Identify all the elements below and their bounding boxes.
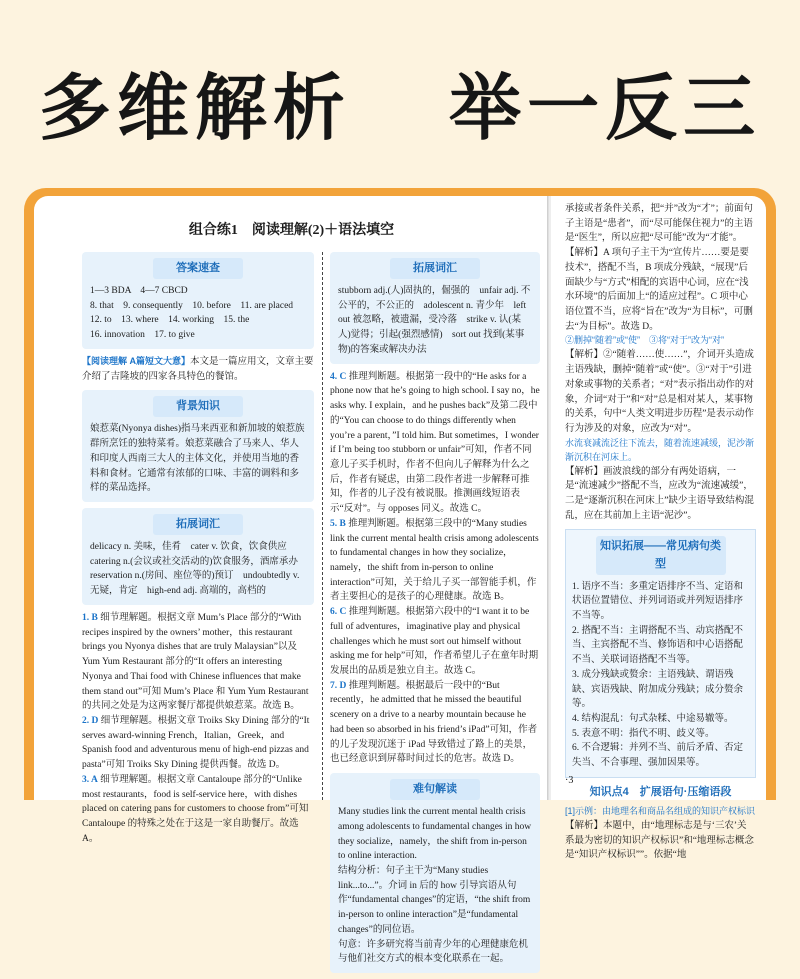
left-page [34, 196, 549, 965]
item-5: 5. B 推理判断题。根据第三段中的“Many studies link the current mental health crisis among adolescents to fundamental changes in how they socialize，namely，the shift from in-person to online interaction”可知，关于给儿子买一部智能手机，作者主要担心的是孩子的心理健康。故选 B。 [330, 518, 539, 603]
vocab-title-right: 拓展词汇 [390, 258, 480, 279]
background-text: 娘惹菜(Nyonya dishes)指马来西亚和新加坡的娘惹族群所烹饪的独特菜肴。娘惹菜融合了马来人、华人和印度人西南三大人的主体文化，并使用当地的香料和食材。它通常有浓郁的口味、丰富的调料和多样的菜品选择。 [90, 424, 305, 494]
hard-sentence-text: Many studies link the current mental health crisis among adolescents to fundamental changes in how they socialize，namely，the shift from in-person to online interaction. [338, 807, 532, 862]
vocab-title-left: 拓展词汇 [153, 514, 243, 535]
knowledge-line: 3. 成分残缺或赘余：主语残缺、谓语残缺、宾语残缺、附加成分残缺；成分赘余等。 [572, 669, 744, 710]
example-text: 【解析】本题中，由“地理标志是与‘三农’关系最为密切的知识产权标识”和“地理标志概念是“知识产权标识””。依据“地 [565, 820, 754, 861]
knowledge-line: 2. 搭配不当：主谓搭配不当、动宾搭配不当、主宾搭配不当、修饰语和中心语搭配不当、关联词语搭配不当等。 [572, 625, 744, 666]
right-item-e: 【解析】画波浪线的部分有两处语病，一是“流速减少”搭配不当，应改为“流速减缓”，二是“逐渐沉积在河床上”缺少主语导致结构混乱，应在其前加上主语“泥沙”。 [565, 466, 754, 521]
column-divider [322, 252, 323, 800]
vocab-text-left: delicacy n. 美味，佳肴 cater v. 饮食，饮食供应 catering n.(会议或社交活动的)饮食服务，酒席承办 reservation n.(房间、座位等的)预订 undoubtedly v. 无疑，肯定 high-end adj. 高端的，高档的 [90, 542, 308, 597]
knowledge-box [565, 529, 756, 777]
headline-left: 多维解析 [38, 66, 351, 150]
item-2: 2. D 细节理解题。根据文章 Troiks Sky Dining 部分的“It serves award-winning French，Italian，Greek，and Spanish food and adventurous menu of high-end pizzas and pasta”可知 Troiks Sky Dining 提供西餐。故选 D。 [82, 715, 310, 771]
item-1: 1. B 细节理解题。根据文章 Mum’s Place 部分的“With recipes inspired by the owners’ mother，this restaurant brings you Nyonya dishes that are truly Malaysian”以及 Yum Yum Restaurant 部分的“It offers an interesting Nyonya and Thai food with Chinese influences that make them stand out”可知 Mum’s Place 和 Yum Yum Restaurant 的共同之处是为这两家餐厅都提供娘惹菜。故选 B。 [82, 612, 309, 712]
answer-line: 16. innovation 17. to give [90, 330, 195, 341]
headline [0, 50, 800, 154]
vocab-text-right: stubborn adj.(人)固执的，倔强的 unfair adj. 不公平的，不公正的 adolescent n. 青少年 left out 被忽略，被遗漏，受冷落 strike v. 认(某人)觉得；引起(强烈感情) sort out 找到(某事物)的答案或解决办法 [338, 286, 531, 355]
page-number: ·3 [565, 774, 574, 786]
hard-sentence-analysis: 结构分析：句子主干为“Many studies link...to...”。介词 in 后的 how 引导宾语从句作“fundamental changes”的定语，“the shift from in-person to online interaction”是“fundamental changes”的同位语。 [338, 865, 531, 935]
right-page-content [551, 196, 766, 863]
item-6: 6. C 推理判断题。根据第六段中的“I want it to be full of adventures，imaginative play and physical challenges which he must sort out himself without asking me for help”可知，作者希望儿子在童年时期发展出的品质是独立自主。故选 C。 [330, 607, 539, 677]
right-note-2: 水流衰减流泛往下流去，随着流速减缓，泥沙渐渐沉积在河床上。 [565, 437, 755, 462]
background-title: 背景知识 [153, 396, 243, 417]
right-item-d: 【解析】②“随着……使……”，介词开头造成主语残缺，删掉“随着”或“使”。③“对于”引进对象或事物的关系者；“对”表示指出动作的对象，介词“对于”和“对”总是相对某人，某事物的关系，句中“人类文明进步历程”是表示动作行为涉及的对象，应改为“对”。 [565, 350, 754, 434]
vocab-box-left [82, 508, 314, 605]
example-tag: [1]示例：由地理名和商品名组成的知识产权标识 [565, 805, 756, 816]
answer-line: 1—3 BDA 4—7 CBCD [90, 286, 188, 297]
answers-box [82, 252, 314, 349]
right-note-1: ②删掉“随着”或“使” ③将“对于”改为“对” [565, 335, 724, 346]
hard-sentence-title: 难句解读 [390, 779, 480, 800]
knowledge-line: 1. 语序不当：多重定语排序不当、定语和状语位置错位、并列词语或并列短语排序不当等。 [572, 581, 744, 621]
item-7: 7. D 推理判断题。根据最后一段中的“But recently，he admitted that he missed the beautiful scenery on a drive to a nearby mountain because he had been so absorbed in his friend’s iPad”可知，作者的儿子发现沉迷于 iPad 导致错过了路上的美景，也已经意识到屏幕时间过长的危害。故选 D。 [330, 680, 538, 765]
knowledge-line: 5. 表意不明：指代不明、歧义等。 [572, 728, 715, 739]
hard-sentence-box [330, 773, 540, 973]
right-item-c: 【解析】A 项句子主干为“宣传片……要是要技术”，搭配不当，B 项成分残缺，“展现”后面缺少与“方式”相配的宾语中心词，应在“浅水环境”的后面加上“的适应过程”。C 项中心语位置不当，应将“旨在”改为“为目标”，可删去“为目标”。故选 D。 [565, 248, 753, 332]
right-page [551, 196, 766, 861]
right-top-text: 承接或者条件关系，把“并”改为“才”；前面句子主语是“患者”，而“尽可能保住视力”的主语是“医生”，所以应把“尽可能”改为“才能”。 [565, 204, 753, 244]
passage-summary [82, 355, 314, 384]
knowledge-line: 4. 结构混乱：句式杂糅、中途易辙等。 [572, 714, 734, 725]
item-3: 3. A 细节理解题。根据文章 Cantaloupe 部分的“Unlike most restaurants，food is self-service here，with dishes placed on catering pans for customers to choose from”可知 Cantaloupe 的特殊之处在于这是一家自助餐厅。故选 A。 [82, 774, 309, 844]
answers-title: 答案速查 [153, 258, 243, 279]
vocab-box-right [330, 252, 540, 364]
right-column [330, 252, 540, 979]
passage-summary-text: 本文是一篇应用文，文章主要介绍了吉隆坡的四家各具特色的餐馆。 [82, 356, 314, 382]
knowledge-title: 知识拓展——常见病句类型 [596, 536, 726, 574]
knowledge-point-title: 知识点4 扩展语句·压缩语段 [589, 785, 732, 798]
lesson-title: 组合练1 阅读理解(2)＋语法填空 [188, 223, 395, 238]
left-column [82, 252, 314, 846]
hard-sentence-translation: 句意：许多研究将当前青少年的心理健康危机与他们社交方式的根本变化联系在一起。 [338, 939, 529, 965]
passage-tag: 【阅读理解 A篇短文大意】 [82, 355, 191, 366]
background-box [82, 390, 314, 502]
headline-right: 举一反三 [449, 66, 762, 150]
item-4: 4. C 推理判断题。根据第一段中的“He asks for a phone now that he’s going to high school. I say no，he asks why. I explain，and he pushes back”及第二段中的“You can choose to do things differently when you’re a parent，”I told him. But sometimes，I wonder if I’m being too stubborn or unfair”可知，作者不同意儿子买手机时，作者不但向儿子解释为什么之后，作者有疑虑，由第二段作者进一步解释可推知，作者的儿子没有被说服。推测画线短语表示“反对”。与 opposes 同义。故选 C。 [330, 371, 540, 515]
answer-line: 12. to 13. where 14. working 15. the [90, 315, 250, 326]
knowledge-line: 6. 不合逻辑：并列不当、前后矛盾、否定失当、不合事理、强加因果等。 [572, 743, 744, 769]
answer-line: 8. that 9. consequently 10. before 11. are placed [90, 300, 294, 311]
book-frame [24, 188, 776, 965]
